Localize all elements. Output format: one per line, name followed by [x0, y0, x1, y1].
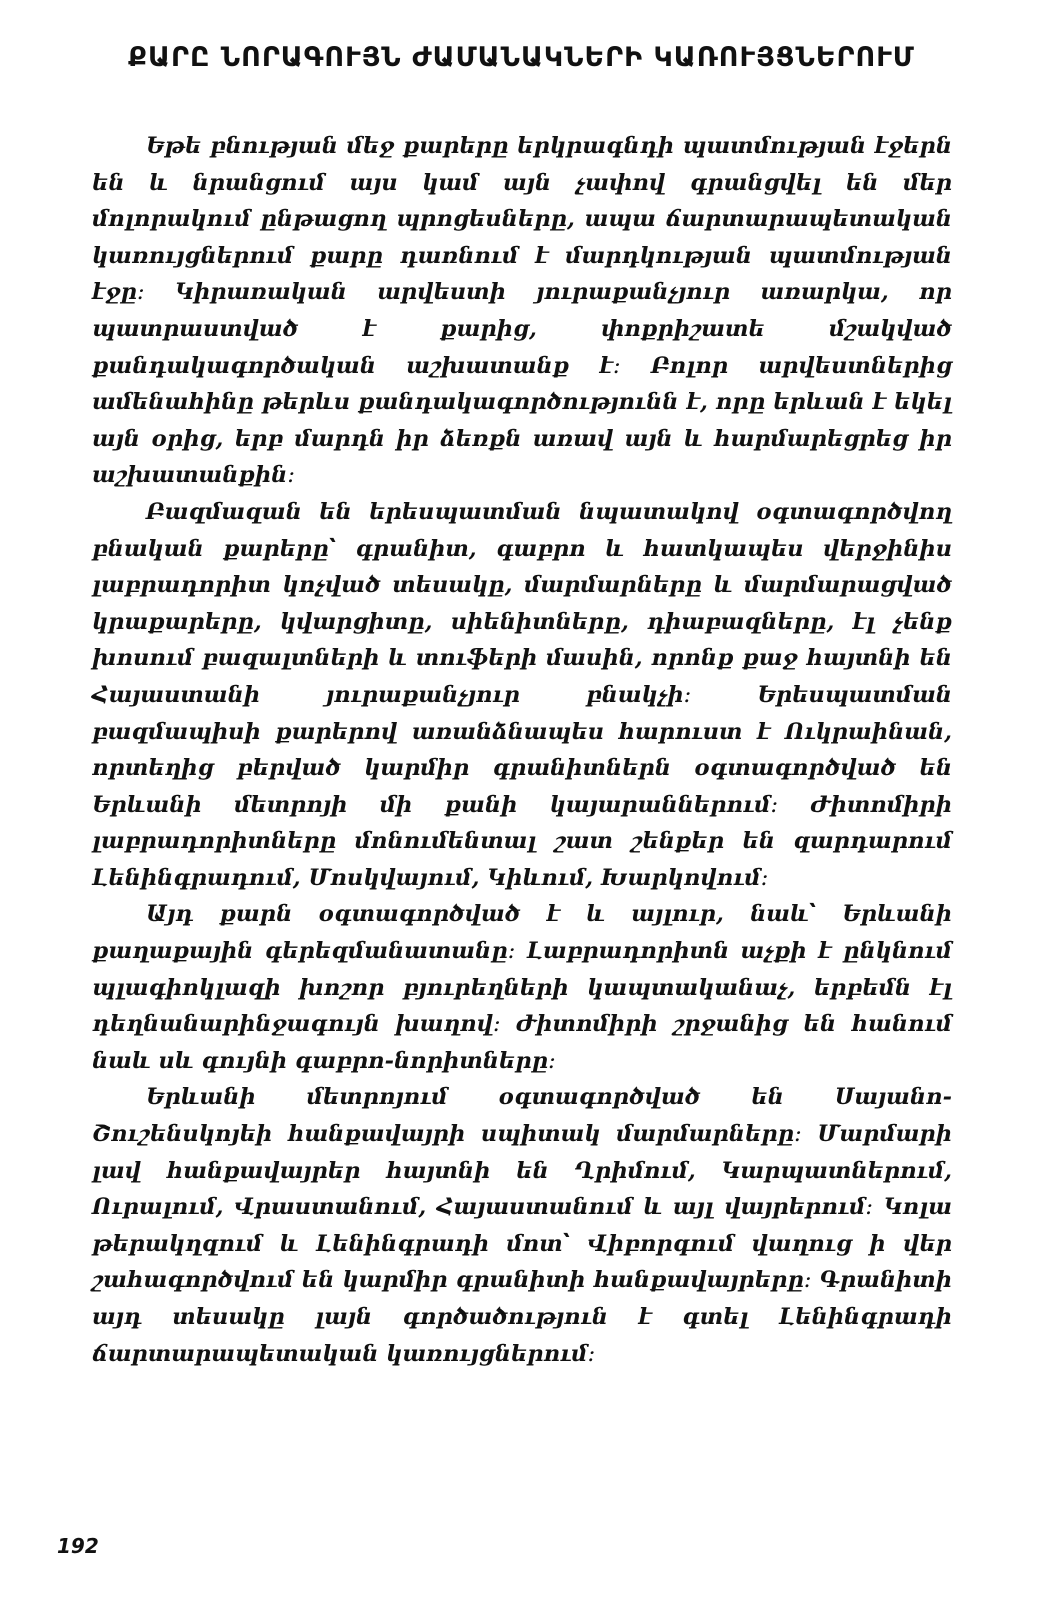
paragraph-4: Երևանի մետրոյում օգտագործված են Սայանո-Շուշենսկոյեի հանքավայրի սպիտակ մարմարները։ Մարմարի լավ հանքավայրեր հայտնի են Ղրիմում, Կարպատներում, Ուրալում, Վրաստանում, Հայաստանում և այլ վայրերում։ Կոլա թերակղզում և Լենինգրադի մոտ՝ Վիբորգում վաղուց ի վեր շահագործվում են կարմիր գրանիտի հանքավայրերը։ Գրանիտի այդ տեսակը լայն գործածություն է գտել Լենինգրադի ճարտարապետական կառույցներում։	[92, 1084, 952, 1367]
paragraph-1: Եթե բնության մեջ քարերը երկրագնդի պատմության էջերն են և նրանցում այս կամ այն չափով գրանցվել են մեր մոլորակում ընթացող պրոցեսները, ապա ճարտարապետական կառույցներում քարը դառնում է մարդկության պատմության էջը։ Կիրառական արվեստի յուրաքանչյուր առարկա, որ պատրաստված է քարից, փոքրիշատե մշակված քանդակագործական աշխատանք է։ Բոլոր արվեստներից ամենահինը թերևս քանդակագործությունն է, որը երևան է եկել այն օրից, երբ մարդն իր ձեռքն առավ այն և հարմարեցրեց իր աշխատանքին։	[92, 133, 952, 489]
paragraph-3: Այդ քարն օգտագործված է և այլուր, նաև՝ Երևանի քաղաքային գերեզմանատանը։ Լաբրադորիտն աչքի է ընկնում պլագիոկլազի խոշոր բյուրեղների կապտականաչ, երբեմն էլ դեղնանարինջագույն խաղով։ Ժիտոմիրի շրջանից են հանում նաև սև գույնի գաբրո-նորիտները։	[92, 901, 952, 1074]
paragraph-2: Բազմազան են երեսպատման նպատակով օգտագործվող բնական քարերը՝ գրանիտ, գաբրո և հատկապես վերջինիս լաբրադորիտ կոչված տեսակը, մարմարները և մարմարացված կրաքարերը, կվարցիտը, սիենիտները, դիաբազները, էլ չենք խոսում բազալտների և տուֆերի մասին, որոնք քաջ հայտնի են Հայաստանի յուրաքանչյուր բնակչի։ Երեսպատման բազմապիսի քարերով առանձնապես հարուստ է Ուկրաինան, որտեղից բերված կարմիր գրանիտներն օգտագործված են Երևանի մետրոյի մի քանի կայարաններում։ Ժիտոմիրի լաբրադորիտները մոնումենտալ շատ շենքեր են զարդարում Լենինգրադում, Մոսկվայում, Կիևում, Խարկովում։	[92, 498, 952, 891]
page-number: 192	[57, 1534, 99, 1558]
body-text	[92, 128, 952, 1372]
running-header: ՔԱՐԸ ՆՈՐԱԳՈՒՅՆ ԺԱՄԱՆԱԿՆԵՐԻ ԿԱՌՈՒՅՑՆԵՐՈՒՄ	[128, 42, 915, 73]
